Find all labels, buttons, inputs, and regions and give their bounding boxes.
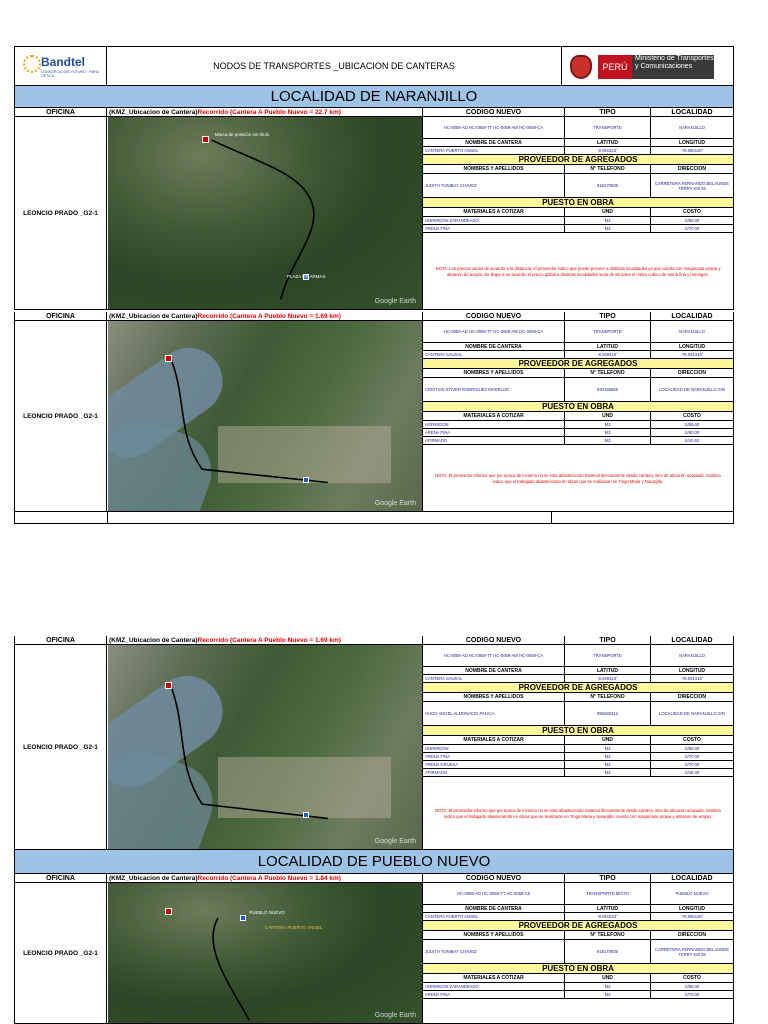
nota-text: NOTA: El proveedor informo que por epoca de invierno no se esta abasteciendo material directamente desde cantera, sino de almacén acopiado, tambien indico que el trabajado abasteciendo en obras que se realizaran en Tingo Maria y Naranjillo.: [434, 472, 721, 484]
codigo-value: HC-0059-AD HC-0059-TT HC-0059-AW HC-0059-CA: [423, 645, 565, 667]
map-label-secondary: PLAZA DE ARMAS: [286, 274, 326, 280]
material-unit: M3: [565, 761, 651, 769]
material-name: ARENA GRUESA: [423, 761, 565, 769]
logo-text: Bandtel: [41, 55, 86, 69]
col-header-nombre-cantera: NOMBRE DE CANTERA: [423, 139, 565, 147]
material-name: AFIRMADO: [423, 437, 565, 445]
map-label: PUEBLO NUEVO: [249, 909, 285, 915]
route-overlay: [108, 883, 422, 1023]
material-cost: S/70.00: [651, 225, 733, 233]
latitud-value: -9.091623°: [565, 913, 651, 921]
locality-banner: LOCALIDAD DE PUEBLO NUEVO: [15, 850, 733, 874]
cantera-value: CANTERA PUERTO ANGEL: [423, 147, 565, 155]
town-marker-icon[interactable]: [303, 812, 309, 818]
recorrido-label: Recorrido (Cantera A Pueblo Nuevo = 1.69 km): [197, 312, 341, 320]
localidad-value: NARANJILLO: [651, 117, 733, 139]
proveedor-header: PROVEEDOR DE AGREGADOS: [423, 683, 733, 693]
col-header-oficina: OFICINA: [15, 636, 107, 645]
material-cost: S/55.00: [651, 421, 733, 429]
map-label-secondary: CANTERA PUERTO ANGEL: [265, 925, 323, 930]
col-header-nombres: NOMBRES Y APELLIDOS: [423, 369, 565, 378]
material-cost: S/40.50: [651, 437, 733, 445]
col-header-latitud: LATITUD: [565, 905, 651, 913]
puesto-header: PUESTO EN OBRA: [423, 402, 733, 412]
longitud-value: -76.001315°: [651, 675, 733, 683]
material-name: HORMIGON ZARANDEADO: [423, 217, 565, 225]
proveedor-name: HUGO ANGEL ALMONACID PALICA: [423, 702, 565, 726]
proveedor-name: JUDITH TUNIBAY CHAVEZ: [423, 174, 565, 198]
material-unit: M3: [565, 769, 651, 777]
material-unit: M3: [565, 753, 651, 761]
section-block: [14, 312, 734, 512]
col-header-tipo: TIPO: [565, 312, 651, 321]
quarry-marker-icon[interactable]: [165, 908, 172, 915]
material-unit: M3: [565, 991, 651, 999]
col-header-telefono: N° TELEFONO: [565, 165, 651, 174]
material-unit: M3: [565, 421, 651, 429]
satellite-map[interactable]: [108, 645, 422, 849]
col-header-latitud: LATITUD: [565, 343, 651, 351]
material-cost: S/48.00: [651, 769, 733, 777]
col-header-localidad: LOCALIDAD: [651, 312, 733, 321]
cantera-value: CANTERA SAUSAL: [423, 675, 565, 683]
material-unit: M3: [565, 983, 651, 991]
material-name: HORMIGON ZARANDEADO: [423, 983, 565, 991]
town-marker-icon[interactable]: [240, 915, 246, 921]
material-unit: M3: [565, 437, 651, 445]
page-1-bottom-row: [14, 512, 734, 524]
oficina-cell: LEONCIO PRADO _G2-1: [15, 883, 107, 1024]
col-header-nombres: NOMBRES Y APELLIDOS: [423, 693, 565, 702]
col-header-longitud: LONGITUD: [651, 905, 733, 913]
route-line: [213, 918, 249, 1020]
cantera-value: CANTERA PUERTO ANGEL: [423, 913, 565, 921]
col-header-und: UND: [565, 412, 651, 421]
proveedor-phone: 918170935: [565, 940, 651, 964]
material-name: ARENA FINA: [423, 429, 565, 437]
logo-dots-icon: [23, 55, 41, 73]
route-overlay: [108, 117, 422, 309]
col-header-nombres: NOMBRES Y APELLIDOS: [423, 165, 565, 174]
quarry-marker-icon[interactable]: [165, 355, 172, 362]
longitud-value: -76.001315°: [651, 351, 733, 359]
col-header-longitud: LONGITUD: [651, 343, 733, 351]
col-header-telefono: N° TELEFONO: [565, 369, 651, 378]
logo: [15, 47, 107, 85]
map-label: Marca de posición sin título: [214, 132, 270, 138]
tipo-value: TRANSPORTE: [565, 117, 651, 139]
material-name: AFIRMADO: [423, 769, 565, 777]
proveedor-phone: 996265312: [565, 702, 651, 726]
material-unit: M3: [565, 429, 651, 437]
col-header-localidad: LOCALIDAD: [651, 108, 733, 117]
material-name: ARENA FINA: [423, 753, 565, 761]
proveedor-address: CARRETERA FERNANDO BELAUNDE TERRY KM 28: [651, 174, 733, 198]
localidad-value: NARANJILLO: [651, 321, 733, 343]
section-block: [14, 86, 734, 310]
latitud-value: -9.249423°: [565, 351, 651, 359]
route-line: [171, 686, 328, 819]
tipo-value: TRANSPORTE: [565, 321, 651, 343]
col-header-direccion: DIRECCION: [651, 165, 733, 174]
col-header-kmz: [107, 874, 423, 883]
nota-text: NOTA: El proveedor informo que por epoca de invierno no se esta abasteciendo material directamente desde cantera, sino de almacén acopiado, tambien indico que el trabajado abasteciendo en obras que se realizaran en Tingo Maria y Naranjillo, cuenta con maquinaria propia y almacen de acopio.: [434, 807, 721, 819]
puesto-header: PUESTO EN OBRA: [423, 198, 733, 208]
proveedor-header: PROVEEDOR DE AGREGADOS: [423, 155, 733, 165]
google-earth-watermark: Google Earth: [374, 1012, 416, 1019]
material-cost: S/60.00: [651, 429, 733, 437]
col-header-und: UND: [565, 974, 651, 983]
google-earth-watermark: Google Earth: [374, 298, 416, 305]
route-line: [171, 359, 328, 483]
localidad-value: NARANJILLO: [651, 645, 733, 667]
col-header-oficina: OFICINA: [15, 108, 107, 117]
material-cost: S/55.00: [651, 745, 733, 753]
col-header-latitud: LATITUD: [565, 139, 651, 147]
route-overlay: [108, 321, 422, 511]
proveedor-address: LOCALIDAD DE NARANJILLO S/N: [651, 702, 733, 726]
col-header-direccion: DIRECCION: [651, 369, 733, 378]
col-header-longitud: LONGITUD: [651, 139, 733, 147]
google-earth-watermark: Google Earth: [374, 838, 416, 845]
col-header-und: UND: [565, 208, 651, 217]
logo-subtext: CONSORCIO DEL FUTURO · FIBRA OPTICA: [41, 70, 100, 78]
ministry-logo: [561, 47, 733, 85]
col-header-telefono: N° TELEFONO: [565, 693, 651, 702]
google-earth-watermark: Google Earth: [374, 500, 416, 507]
longitud-value: -76.060130°: [651, 147, 733, 155]
section-block: [14, 636, 734, 850]
page-title: NODOS DE TRANSPORTES _UBICACION DE CANTERAS: [213, 61, 455, 71]
coat-of-arms-icon: [570, 55, 592, 79]
material-unit: M3: [565, 225, 651, 233]
oficina-cell: LEONCIO PRADO _G2-1: [15, 117, 107, 310]
recorrido-label: Recorrido (Cantera A Pueblo Nuevo = 22.7 km): [197, 108, 341, 116]
col-header-nombre-cantera: NOMBRE DE CANTERA: [423, 905, 565, 913]
col-header-costo: COSTO: [651, 412, 733, 421]
col-header-tipo: TIPO: [565, 874, 651, 883]
oficina-cell: LEONCIO PRADO _G2-1: [15, 645, 107, 850]
codigo-value: HC-0059-AD HC-0059-TT HC-0059-AW HC-0059-CA: [423, 117, 565, 139]
col-header-codigo: CODIGO NUEVO: [423, 108, 565, 117]
material-cost: S/55.00: [651, 217, 733, 225]
codigo-value: HC-0059-AD HC-0059-TT HC-0059-C8: [423, 883, 565, 905]
oficina-cell: LEONCIO PRADO _G2-1: [15, 321, 107, 512]
satellite-map[interactable]: [108, 321, 422, 511]
nota-text: NOTA: Los precios varian de acuerdo a la distancia, el proveedor indico que puede proveer a distintas localidades ya que cuenta con maquinaria propia y almacen de acopio. Se llegar a un acuerdo el precio global a distintas localidades seria de 80 soles el metro cubico de arena fina y hormigon.: [435, 265, 721, 277]
proveedor-address: LOCALIDAD DE NARANJILLO S/N: [651, 378, 733, 402]
col-header-kmz: [107, 312, 423, 321]
col-header-telefono: N° TELEFONO: [565, 931, 651, 940]
col-header-oficina: OFICINA: [15, 874, 107, 883]
kmz-label: (KMZ_Ubicacion de Cantera): [109, 874, 198, 882]
col-header-tipo: TIPO: [565, 108, 651, 117]
col-header-materiales: MATERIALES A COTIZAR: [423, 974, 565, 983]
col-header-kmz: [107, 636, 423, 645]
col-header-nombre-cantera: NOMBRE DE CANTERA: [423, 667, 565, 675]
section-block: [14, 850, 734, 1024]
col-header-direccion: DIRECCION: [651, 931, 733, 940]
col-header-kmz: [107, 108, 423, 117]
material-cost: S/70.00: [651, 753, 733, 761]
proveedor-phone: 918170935: [565, 174, 651, 198]
material-name: HORMIGON: [423, 421, 565, 429]
col-header-costo: COSTO: [651, 974, 733, 983]
quarry-marker-icon[interactable]: [165, 682, 172, 689]
material-name: HORMIGON: [423, 745, 565, 753]
col-header-und: UND: [565, 736, 651, 745]
col-header-costo: COSTO: [651, 208, 733, 217]
tipo-value: TRANSPORTE MIXTO: [565, 883, 651, 905]
nota-text: [423, 999, 733, 1024]
col-header-localidad: LOCALIDAD: [651, 874, 733, 883]
proveedor-phone: 930155669: [565, 378, 651, 402]
recorrido-label: Recorrido (Cantera A Pueblo Nuevo = 1.84 km): [197, 874, 341, 882]
proveedor-address: CARRETERA FERNANDO BELAUNDE TERRY KM 28: [651, 940, 733, 964]
col-header-longitud: LONGITUD: [651, 667, 733, 675]
tipo-value: TRANSPORTE: [565, 645, 651, 667]
proveedor-header: PROVEEDOR DE AGREGADOS: [423, 921, 733, 931]
codigo-value: HC-0059-AD HC-0059-TT HC-0059-AW HC-0059-CA: [423, 321, 565, 343]
col-header-nombre-cantera: NOMBRE DE CANTERA: [423, 343, 565, 351]
material-cost: S/55.00: [651, 983, 733, 991]
satellite-map[interactable]: [108, 883, 422, 1023]
col-header-nombres: NOMBRES Y APELLIDOS: [423, 931, 565, 940]
puesto-header: PUESTO EN OBRA: [423, 964, 733, 974]
header-bar: [14, 46, 734, 86]
route-overlay: [108, 645, 422, 849]
longitud-value: -76.060130°: [651, 913, 733, 921]
latitud-value: -9.091623°: [565, 147, 651, 155]
recorrido-label: Recorrido (Cantera A Pueblo Nuevo = 1.69 km): [197, 636, 341, 644]
col-header-direccion: DIRECCION: [651, 693, 733, 702]
kmz-label: (KMZ_Ubicacion de Cantera): [109, 312, 198, 320]
locality-banner: LOCALIDAD DE NARANJILLO: [15, 86, 733, 108]
col-header-materiales: MATERIALES A COTIZAR: [423, 412, 565, 421]
proveedor-name: JUDITH TUNIBAY CHAVEZ: [423, 940, 565, 964]
col-header-latitud: LATITUD: [565, 667, 651, 675]
col-header-oficina: OFICINA: [15, 312, 107, 321]
col-header-codigo: CODIGO NUEVO: [423, 874, 565, 883]
material-name: ARENA FINA: [423, 225, 565, 233]
ministry-name: Ministerio de Transportes y Comunicaciones: [632, 55, 714, 79]
cantera-value: CANTERA SAUSAL: [423, 351, 565, 359]
localidad-value: PUEBLO NUEVO: [651, 883, 733, 905]
material-unit: M3: [565, 217, 651, 225]
puesto-header: PUESTO EN OBRA: [423, 726, 733, 736]
col-header-codigo: CODIGO NUEVO: [423, 312, 565, 321]
material-unit: M3: [565, 745, 651, 753]
col-header-costo: COSTO: [651, 736, 733, 745]
col-header-localidad: LOCALIDAD: [651, 636, 733, 645]
ministry-country: PERÚ: [598, 55, 632, 79]
col-header-materiales: MATERIALES A COTIZAR: [423, 736, 565, 745]
town-marker-icon[interactable]: [303, 477, 309, 483]
material-name: ARENA FINA: [423, 991, 565, 999]
latitud-value: -9.249423°: [565, 675, 651, 683]
proveedor-name: CRISTIAN STIVEN RODRIGUEZ MARRUJO: [423, 378, 565, 402]
col-header-codigo: CODIGO NUEVO: [423, 636, 565, 645]
kmz-label: (KMZ_Ubicacion de Cantera): [109, 108, 198, 116]
satellite-map[interactable]: [108, 117, 422, 309]
col-header-materiales: MATERIALES A COTIZAR: [423, 208, 565, 217]
material-cost: S/70.00: [651, 991, 733, 999]
kmz-label: (KMZ_Ubicacion de Cantera): [109, 636, 198, 644]
proveedor-header: PROVEEDOR DE AGREGADOS: [423, 359, 733, 369]
quarry-marker-icon[interactable]: [202, 136, 209, 143]
col-header-tipo: TIPO: [565, 636, 651, 645]
material-cost: S/70.00: [651, 761, 733, 769]
